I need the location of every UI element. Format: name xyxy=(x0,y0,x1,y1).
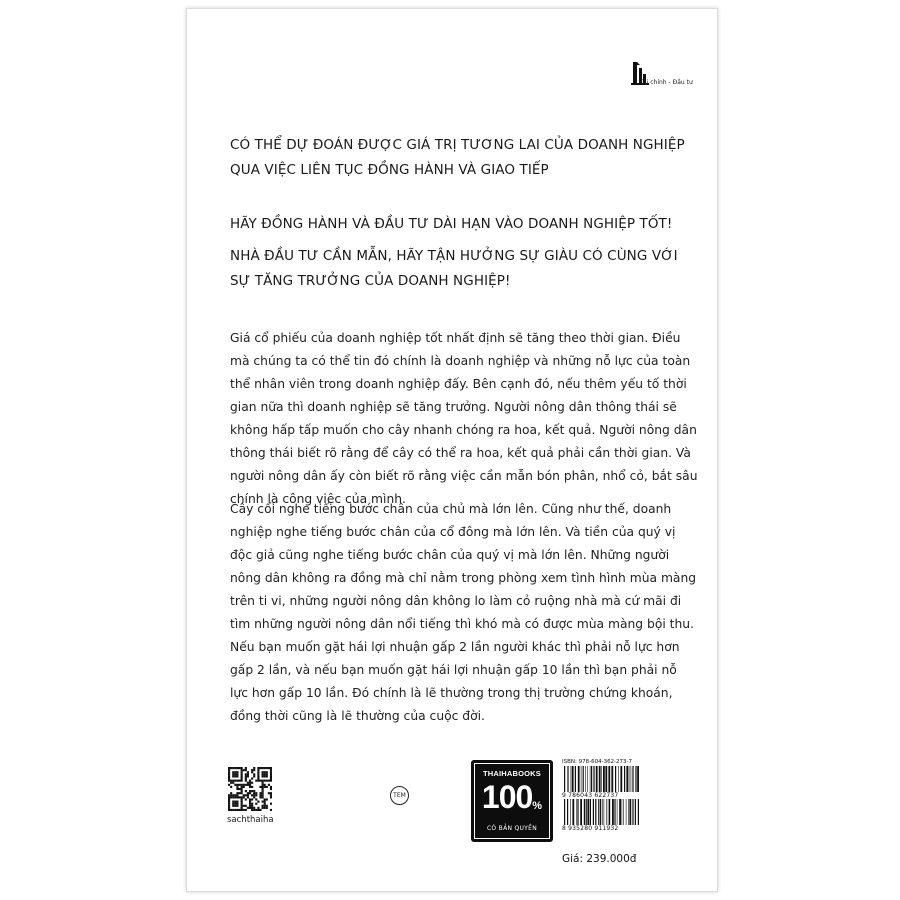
qr-code xyxy=(228,767,272,811)
barcode-icon xyxy=(562,766,640,792)
isbn-text: ISBN: 978-604-362-273-7 xyxy=(562,759,633,765)
isbn-digits: 9 786043 622737 xyxy=(562,792,619,799)
category-label: Tài chính - Đầu tư xyxy=(640,79,693,86)
qr-label: sachthaiha xyxy=(227,815,274,825)
publisher-logo xyxy=(626,56,706,96)
badge-number-value: 100 xyxy=(481,779,533,815)
headline-prediction: CÓ THỂ DỰ ĐOÁN ĐƯỢC GIÁ TRỊ TƯƠNG LAI CỦA DOANH NGHIỆP QUA VIỆC LIÊN TỤC ĐỒNG HÀNH VÀ GIAO TIẾP xyxy=(230,137,685,178)
badge-number xyxy=(475,781,549,813)
tem-stamp: TEM xyxy=(390,786,409,805)
barcode-icon xyxy=(562,799,640,825)
badge-brand: THAIHABOOKS xyxy=(482,769,542,778)
headline-invest-long-term: HÃY ĐỒNG HÀNH VÀ ĐẦU TƯ DÀI HẠN VÀO DOANH NGHIỆP TỐT! xyxy=(230,216,673,232)
headline-diligent-investor: NHÀ ĐẦU TƯ CẦN MẪN, HÃY TẬN HƯỞNG SỰ GIÀU CÓ CÙNG VỚI SỰ TĂNG TRƯỞNG CỦA DOANH NGHIỆP! xyxy=(230,248,678,289)
badge-caption: CÓ BẢN QUYỀN xyxy=(486,825,538,832)
body-paragraph-2: Cây cối nghe tiếng bước chân của chủ mà lớn lên. Cũng như thế, doanh nghiệp nghe tiếng bước chân của cổ đông mà lớn lên. Và tiền của quý vị độc giả cũng nghe tiếng bước chân của quý vị mà lớn lên. Những người nông dân không ra đồng mà chỉ nằm trong phòng xem tình hình mùa màng trên ti vi, những người nông dân không lo làm cỏ ruộng nhà mà cứ mãi đi tìm những người nông dân nổi tiếng thì khó mà có được mùa màng bội thu. Nếu bạn muốn gặt hái lợi nhuận gấp 2 lần người khác thì phải nỗ lực hơn gấp 2 lần, và nếu bạn muốn gặt hái lợi nhuận gấp 10 lần thì bạn phải nỗ lực hơn gấp 10 lần. Đó chính là lẽ thường trong thị trường chứng khoán, đồng thời cũng là lẽ thường của cuộc đời. xyxy=(230,502,697,723)
badge-percent: % xyxy=(532,800,543,812)
copyright-badge xyxy=(471,760,553,842)
body-paragraph-1: Giá cổ phiếu của doanh nghiệp tốt nhất định sẽ tăng theo thời gian. Điều mà chúng ta có thể tin đó chính là doanh nghiệp và những nỗ lực của toàn thể nhân viên trong doanh nghiệp đấy. Bên cạnh đó, nếu thêm yếu tố thời gian nữa thì doanh nghiệp sẽ tăng trưởng. Người nông dân thông thái sẽ không hấp tấp muốn cho cây nhanh chóng ra hoa, kết quả. Người nông dân thông thái biết rõ rằng để cây có thể ra hoa, kết quả phải cần thời gian. Và người nông dân ấy còn biết rõ rằng việc cần mẫn bón phân, nhổ cỏ, bắt sâu chính là công việc của mình. xyxy=(230,331,698,506)
ean-digits: 8 935280 911932 xyxy=(562,825,619,832)
qr-code-icon xyxy=(228,767,272,811)
price: Giá: 239.000đ xyxy=(562,853,637,865)
isbn-block xyxy=(562,759,642,845)
